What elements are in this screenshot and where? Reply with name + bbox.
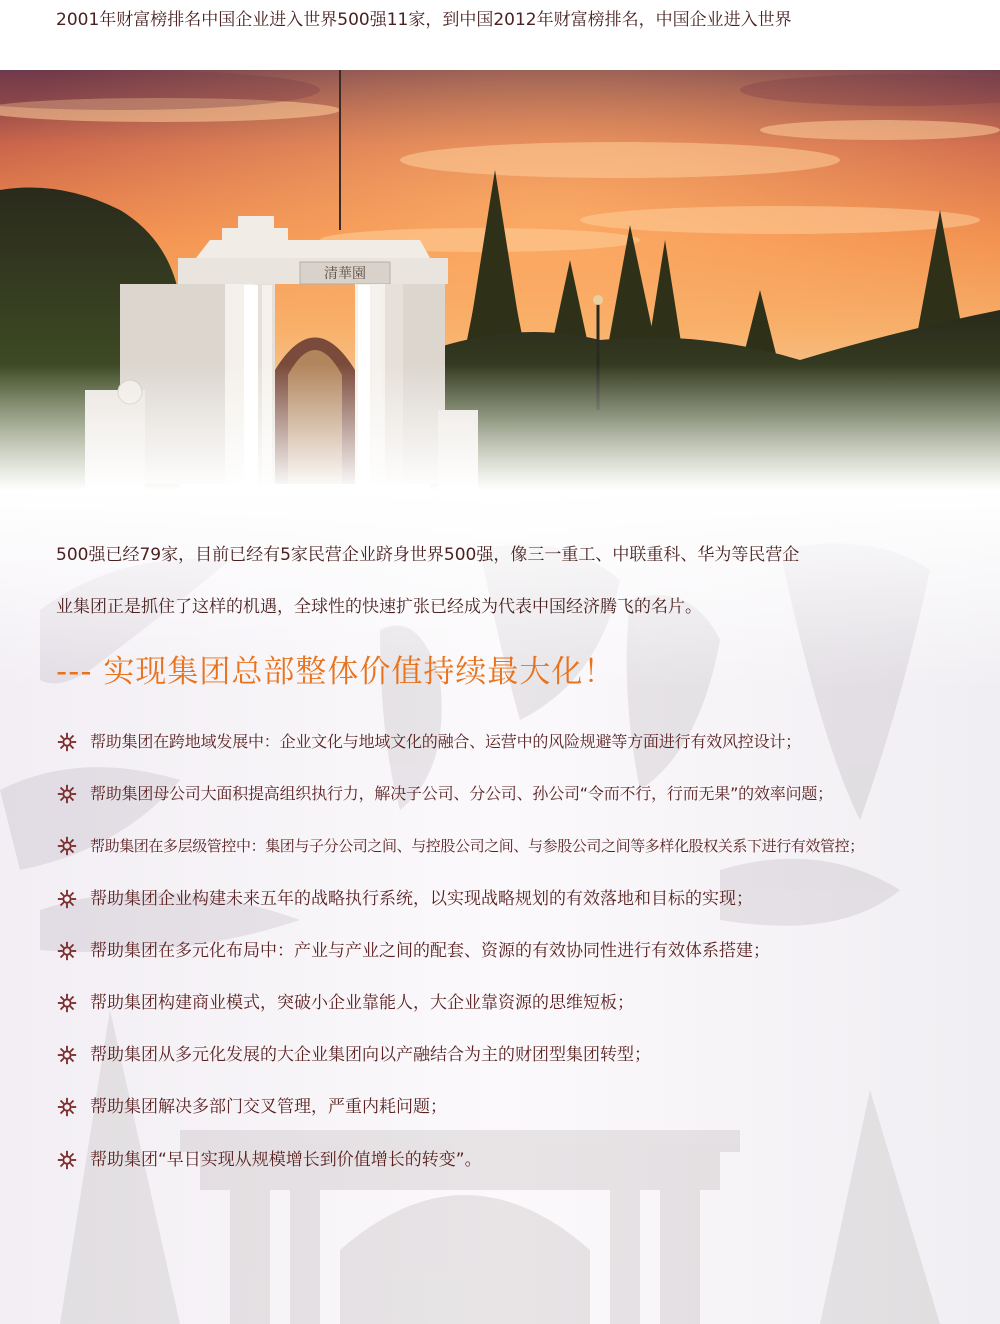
list-item-text: 帮助集团母公司大面积提高组织执行力，解决子公司、分公司、孙公司“令而不行，行而无果”的效率问题； [90,784,833,804]
intro-paragraph-line: 500强已经79家，目前已经有5家民营企业跻身世界500强，像三一重工、中联重科、华为等民营企 [56,545,800,565]
list-item [56,782,976,834]
list-item-text: 帮助集团构建商业模式，突破小企业靠能人，大企业靠资源的思维短板； [90,992,634,1013]
gear-icon [56,888,78,910]
list-item [56,730,976,782]
gear-icon [56,1096,78,1118]
gear-icon [56,783,78,805]
intro-paragraph-line: 业集团正是抓住了这样的机遇，全球性的快速扩张已经成为代表中国经济腾飞的名片。 [56,597,702,617]
benefit-list [56,730,976,1200]
list-item [56,887,976,939]
list-item [56,939,976,991]
list-item-text: 帮助集团企业构建未来五年的战略执行系统，以实现战略规划的有效落地和目标的实现； [90,888,753,909]
gear-icon [56,1149,78,1171]
list-item-text: 帮助集团在跨地域发展中：企业文化与地域文化的融合、运营中的风险规避等方面进行有效风控设计； [90,732,802,751]
intro-paragraph-line: 2001年财富榜排名中国企业进入世界500强11家，到中国2012年财富榜排名，中国企业进入世界 [56,10,792,30]
gear-icon [56,1044,78,1066]
list-item [56,1095,976,1147]
gear-icon [56,835,78,857]
list-item-text: 帮助集团从多元化发展的大企业集团向以产融结合为主的财团型集团转型； [90,1045,651,1066]
list-item-text: 帮助集团解决多部门交叉管理，严重内耗问题； [90,1097,447,1118]
list-item-text: 帮助集团在多层级管控中：集团与子分公司之间、与控股公司之间、与参股公司之间等多样化股权关系下进行有效管控； [90,837,864,856]
list-item-text: 帮助集团“早日实现从规模增长到价值增长的转变”。 [90,1149,482,1170]
list-item [56,991,976,1043]
section-heading: --- 实现集团总部整体价值持续最大化！ [56,654,616,690]
list-item [56,834,976,886]
gear-icon [56,731,78,753]
list-item [56,1148,976,1200]
hero-photo [0,70,1000,490]
list-item-text: 帮助集团在多元化布局中：产业与产业之间的配套、资源的有效协同性进行有效体系搭建； [90,940,770,961]
gear-icon [56,992,78,1014]
gear-icon [56,940,78,962]
list-item [56,1043,976,1095]
